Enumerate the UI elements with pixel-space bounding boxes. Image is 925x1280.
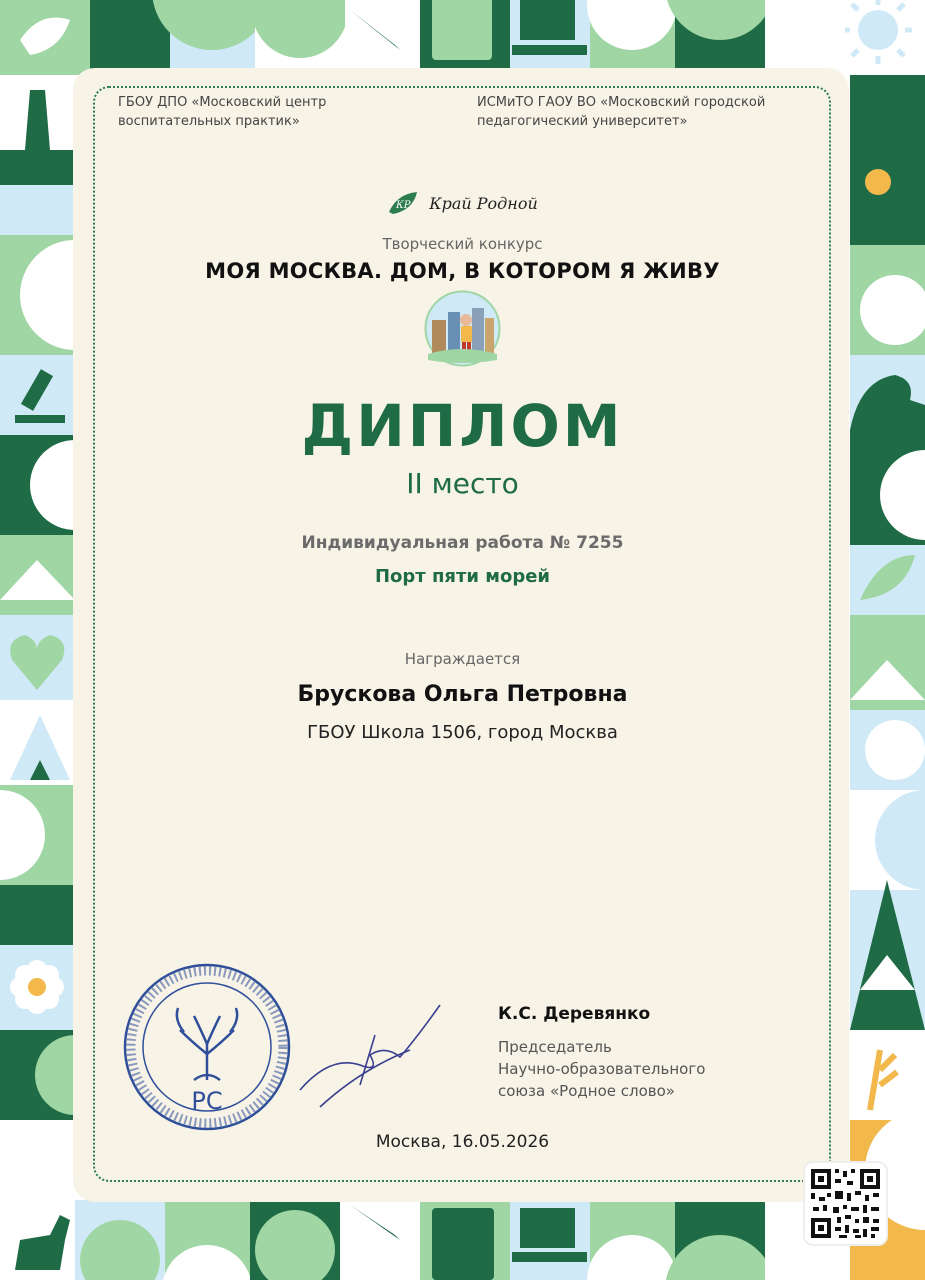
brand-name: Край Родной (429, 193, 538, 213)
signature (290, 995, 450, 1120)
award-place: II место (406, 467, 519, 500)
signer-role-line: союза «Родное слово» (498, 1082, 675, 1100)
laptop-icon (520, 1208, 575, 1248)
issuer-left-line: воспитательных практик» (118, 114, 300, 129)
brand-logo-icon (387, 190, 421, 216)
issuer-left-line: ГБОУ ДПО «Московский центр (118, 95, 327, 110)
tree-emblem-icon (177, 1008, 237, 1080)
place-date: Москва, 16.05.2026 (375, 1132, 550, 1152)
brand (0, 190, 925, 216)
recipient-school: ГБОУ Школа 1506, город Москва (307, 722, 618, 743)
contest-title: МОЯ МОСКВА. ДОМ, В КОТОРОМ Я ЖИВУ (205, 259, 720, 283)
signer-name: К.С. Деревянко (498, 1004, 651, 1024)
book-icon (432, 0, 492, 60)
seal-monogram: РС (191, 1087, 223, 1115)
official-seal (122, 962, 292, 1132)
diploma-title: ДИПЛОМ (301, 392, 624, 460)
work-title: Порт пяти морей (374, 566, 551, 587)
work-label: Индивидуальная работа № 7255 (301, 533, 624, 553)
book-icon (432, 1208, 494, 1280)
signer-role-line: Научно-образовательного (498, 1060, 706, 1078)
recipient-name: Брускова Ольга Петровна (297, 682, 628, 707)
signer-role-line: Председатель (498, 1038, 612, 1056)
contest-emblem-icon (424, 290, 501, 367)
laptop-icon (520, 0, 575, 40)
contest-subtitle: Творческий конкурс (382, 235, 543, 253)
brand-mark-text: КР (396, 200, 411, 211)
qr-code (805, 1163, 886, 1244)
signer-role (498, 1036, 705, 1102)
issuer-right-line: педагогический университет» (477, 114, 688, 129)
issuer-right (477, 93, 807, 131)
sun-icon (858, 10, 898, 50)
issuer-right-line: ИСМиТО ГАОУ ВО «Московский городской (477, 95, 766, 110)
issuer-left (118, 93, 418, 131)
awarded-label: Награждается (404, 650, 521, 668)
